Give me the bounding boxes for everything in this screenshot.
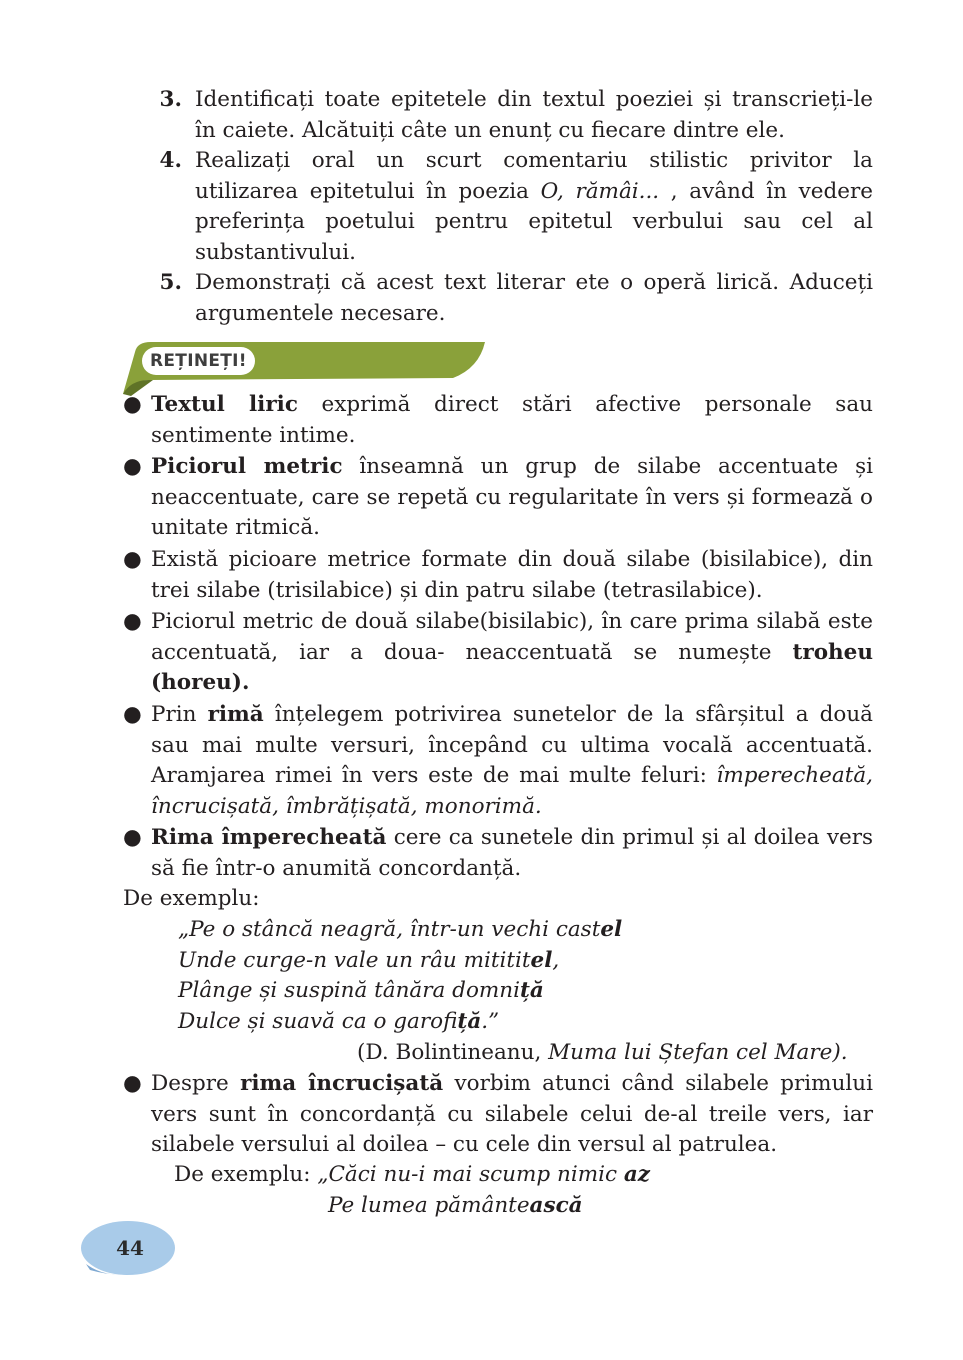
term: rima încrucișată — [240, 1071, 444, 1096]
question-text: Demonstrați că acest text literar ete o operă lirică. Aduceți argumentele necesare. — [195, 270, 873, 326]
rhyme-ending: ță — [457, 1009, 482, 1034]
bullet-dot-icon: ● — [123, 1071, 142, 1096]
definition: exprimă direct stări afective personale sau sentimente intime. — [151, 392, 873, 448]
question-text — [195, 146, 873, 268]
rhyme-ending: el — [530, 948, 553, 973]
definition: cere ca sunetele din primul și al doilea vers să fie într-o anumită concordanță. — [151, 825, 873, 881]
example2-line2: Pe lumea pământească — [328, 1193, 583, 1218]
bullet-dot-icon: ● — [123, 547, 142, 572]
question-5 — [150, 268, 873, 329]
question-4 — [150, 146, 873, 268]
bullet-picioare-metrice — [123, 545, 873, 606]
text-lead: Prin — [151, 702, 208, 727]
rhyme-types: împerecheată, încrucișată, îmbrățișată, monorimă. — [151, 763, 873, 819]
term: Piciorul metric — [151, 454, 343, 479]
bullet-dot-icon: ● — [123, 609, 142, 634]
attribution: (D. Bolintineanu, Muma lui Ștefan cel Mare). — [357, 1040, 848, 1065]
bullet-rima — [123, 700, 873, 822]
question-text: Identificați toate epitetele din textul poeziei și transcrieți-le în caiete. Alcătuiți câte un enunț cu fiecare dintre ele. — [195, 87, 873, 143]
retineti-label: REȚINEȚI! — [142, 347, 255, 375]
bullet-troheu — [123, 607, 873, 699]
definition: înțelegem potrivirea sunetelor de la sfârșitul a două sau mai multe versuri, începând cu ultima vocală accentuată. Aramjarea rimei în vers este de mai multe feluri: — [151, 702, 873, 789]
rhyme-ending: el — [600, 917, 623, 942]
bullet-dot-icon: ● — [123, 454, 142, 479]
poem-title: O, rămâi... — [540, 178, 660, 204]
poem-line: Dulce și suavă ca o garofiță.” — [178, 1009, 500, 1034]
bullet-textul-liric — [123, 390, 873, 451]
bullet-dot-icon: ● — [123, 392, 142, 417]
text-lead: Despre — [151, 1071, 241, 1096]
rhyme-ending: ță — [520, 978, 544, 1003]
definition: înseamnă un grup de silabe accentuate și neaccentuate, care se repetă cu regularitate în vers și formează o unitate ritmică. — [151, 454, 873, 541]
bullet-piciorul-metric — [123, 452, 873, 544]
poem-line: „Pe o stâncă neagră, într-un vechi castel — [178, 917, 623, 942]
page-number: 44 — [116, 1236, 144, 1260]
example2-line1: De exemplu: „Căci nu-i mai scump nimic az — [174, 1162, 650, 1187]
bullet-dot-icon: ● — [123, 825, 142, 850]
definition: Piciorul metric de două silabe(bisilabic), în care prima silabă este accentuată, iar a doua- neaccentuată se numește — [151, 609, 873, 665]
rhyme-ending: ască — [529, 1193, 583, 1218]
poem-line: Plânge și suspină tânăra domniță — [178, 978, 544, 1003]
question-number: 5. — [159, 270, 182, 295]
question-3 — [150, 85, 873, 146]
term: troheu (horeu). — [151, 639, 873, 696]
example-label: De exemplu: — [123, 886, 260, 911]
work-title: Muma lui Ștefan cel Mare). — [548, 1040, 848, 1065]
term: Textul liric — [151, 392, 298, 417]
definition: Există picioare metrice formate din două silabe (bisilabice), din trei silabe (trisilabice) și din patru silabe (tetrasilabice). — [151, 547, 873, 603]
question-text-end: , având în vedere preferința poetului pentru epitetul verbului sau cel al substantivului. — [195, 178, 874, 265]
term: rimă — [207, 702, 264, 727]
rhyme-ending: az — [623, 1162, 650, 1187]
question-number: 3. — [159, 87, 182, 112]
example-label: De exemplu: — [174, 1162, 318, 1187]
term: Rima împerecheată — [151, 825, 387, 850]
question-number: 4. — [159, 148, 182, 173]
question-text-start: Realizați oral un scurt comentariu stilistic privitor la utilizarea epitetului în poezia — [195, 148, 873, 204]
bullet-rima-incrucisata — [123, 1069, 873, 1161]
definition: vorbim atunci când silabele primului vers sunt în concordanță cu silabele celui de-al treile vers, iar silabele versului al doilea – cu cele din versul al patrulea. — [151, 1071, 874, 1158]
poem-line: Unde curge-n vale un râu mitititel, — [178, 948, 560, 973]
bullet-dot-icon: ● — [123, 702, 142, 727]
bullet-rima-imperecheata — [123, 823, 873, 884]
